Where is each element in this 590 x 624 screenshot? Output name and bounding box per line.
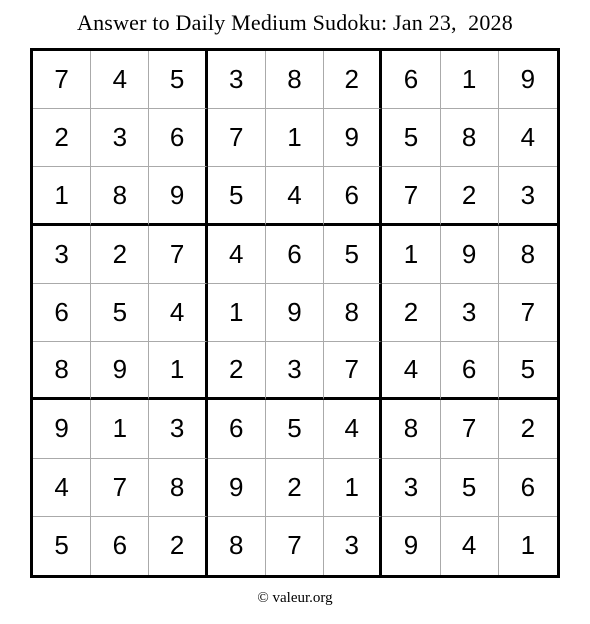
sudoku-cell-r1c3: 5 [149,51,207,109]
sudoku-cell-r7c8: 7 [441,400,499,458]
sudoku-cell-r2c1: 2 [33,109,91,167]
sudoku-cell-r3c1: 1 [33,167,91,225]
sudoku-cell-r8c9: 6 [499,459,557,517]
sudoku-cell-r4c4: 4 [208,226,266,284]
copyright-footer: © valeur.org [257,590,333,606]
sudoku-cell-r3c3: 9 [149,167,207,225]
sudoku-cell-r1c7: 6 [382,51,440,109]
sudoku-cell-r3c4: 5 [208,167,266,225]
sudoku-cell-r9c5: 7 [266,517,324,575]
sudoku-cell-r6c5: 3 [266,342,324,400]
sudoku-cell-r3c5: 4 [266,167,324,225]
sudoku-cell-r7c3: 3 [149,400,207,458]
sudoku-cell-r5c2: 5 [91,284,149,342]
sudoku-cell-r9c9: 1 [520,530,536,561]
sudoku-cell-r7c9: 2 [499,400,557,458]
sudoku-cell-r7c2: 1 [91,400,149,458]
sudoku-cell-r8c8: 5 [441,459,499,517]
sudoku-cell-r3c2: 8 [91,167,149,225]
sudoku-cell-r1c4: 3 [208,51,266,109]
sudoku-cell-r6c1: 8 [33,342,91,400]
sudoku-cell-r9c8: 4 [441,517,499,575]
sudoku-cell-r6c4: 2 [208,342,266,400]
sudoku-cell-r1c5: 8 [266,51,324,109]
sudoku-board [30,48,560,578]
sudoku-cell-r8c5: 2 [266,459,324,517]
sudoku-cell-r2c4: 7 [208,109,266,167]
sudoku-cell-r7c6: 4 [324,400,382,458]
sudoku-cell-r8c2: 7 [91,459,149,517]
sudoku-cell-r2c2: 3 [91,109,149,167]
sudoku-cell-r4c3: 7 [149,226,207,284]
sudoku-cell-r1c8: 1 [441,51,499,109]
page-title: Answer to Daily Medium Sudoku: Jan 23, 2028 [77,10,513,35]
sudoku-cell-r6c2: 9 [91,342,149,400]
sudoku-cell-r7c5: 5 [266,400,324,458]
sudoku-cell-r7c7: 8 [382,400,440,458]
sudoku-cell-r8c3: 8 [149,459,207,517]
sudoku-cell-r6c8: 6 [441,342,499,400]
sudoku-cell-r4c1: 3 [33,226,91,284]
sudoku-cell-r9c3: 2 [149,517,207,575]
sudoku-cell-r4c2: 2 [91,226,149,284]
sudoku-cell-r3c9: 3 [499,167,557,225]
sudoku-cell-r1c6: 2 [324,51,382,109]
sudoku-cell-r1c1: 7 [33,51,91,109]
sudoku-cell-r2c8: 8 [441,109,499,167]
sudoku-cell-r5c9: 7 [499,284,557,342]
sudoku-cell-r6c6: 7 [324,342,382,400]
sudoku-cell-r5c1: 6 [33,284,91,342]
sudoku-cell-r3c8: 2 [441,167,499,225]
sudoku-cell-r9c2: 6 [91,517,149,575]
sudoku-cell-r6c3: 1 [149,342,207,400]
sudoku-cell-r8c1: 4 [33,459,91,517]
sudoku-cell-r9c6: 3 [324,517,382,575]
sudoku-cell-r4c9: 8 [499,226,557,284]
sudoku-cell-r8c7: 3 [382,459,440,517]
sudoku-cell-r7c1: 9 [33,400,91,458]
sudoku-cell-r8c4: 9 [208,459,266,517]
sudoku-cell-r5c4: 1 [208,284,266,342]
sudoku-cell-r8c6: 1 [324,459,382,517]
sudoku-cell-r2c5: 1 [266,109,324,167]
sudoku-cell-r5c8: 3 [441,284,499,342]
sudoku-cell-r9c1: 5 [33,517,91,575]
sudoku-cell-r2c9: 4 [499,109,557,167]
sudoku-cell-r4c8: 9 [441,226,499,284]
sudoku-cell-r6c9: 5 [499,342,557,400]
sudoku-cell-r3c6: 6 [324,167,382,225]
sudoku-cell-r1c2: 4 [91,51,149,109]
sudoku-cell-r2c3: 6 [149,109,207,167]
sudoku-cell-r4c7: 1 [382,226,440,284]
sudoku-cell-r7c4: 6 [208,400,266,458]
sudoku-cell-r5c7: 2 [382,284,440,342]
sudoku-cell-r4c5: 6 [266,226,324,284]
sudoku-cell-r3c7: 7 [382,167,440,225]
sudoku-cell-r5c6: 8 [324,284,382,342]
sudoku-cell-r4c6: 5 [324,226,382,284]
sudoku-cell-r2c7: 5 [382,109,440,167]
sudoku-cell-r9c4: 8 [208,517,266,575]
sudoku-cell-r2c6: 9 [324,109,382,167]
sudoku-cell-r9c7: 9 [382,517,440,575]
sudoku-cell-r6c7: 4 [382,342,440,400]
sudoku-cell-r5c3: 4 [149,284,207,342]
sudoku-cell-r5c5: 9 [266,284,324,342]
sudoku-cell-r1c9: 9 [499,51,557,109]
